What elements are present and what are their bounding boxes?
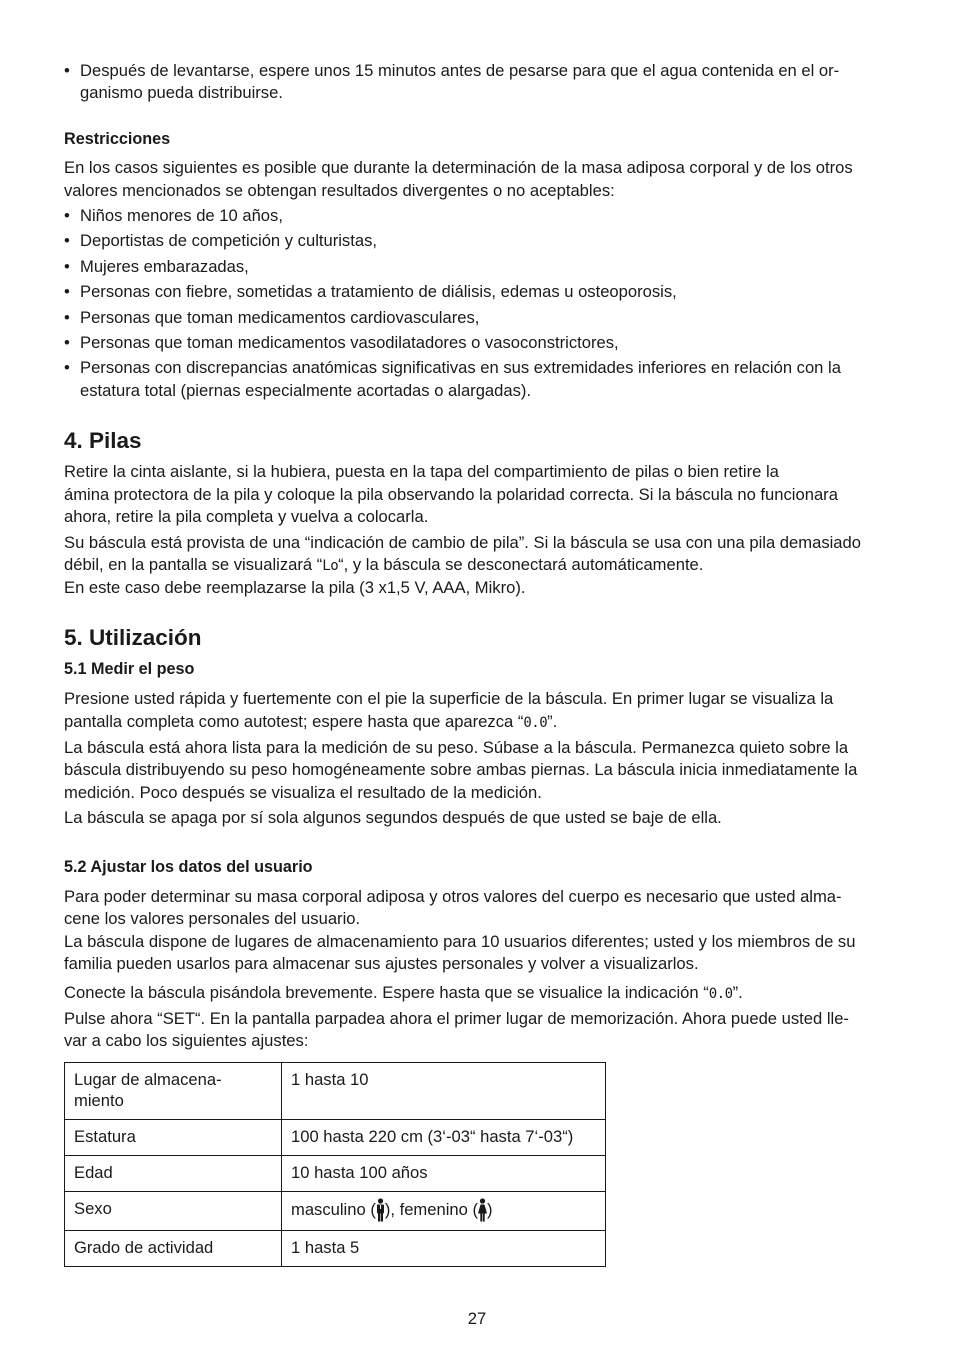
table-row	[65, 1155, 606, 1191]
pilas-paragraph-1	[64, 461, 888, 528]
s52-paragraph-3	[64, 982, 888, 1005]
table-cell-value: 100 hasta 220 cm (3‘-03“ hasta 7‘-03“)	[282, 1119, 606, 1155]
table-cell-label: Sexo	[65, 1191, 282, 1230]
list-item: • Personas que toman medicamentos vasodilatadores o vasoconstrictores,	[64, 332, 888, 354]
s51-p1-text-b: ”.	[547, 711, 558, 731]
pilas-p2-line3: En este caso debe reemplazarse la pila (3 x1,5 V, AAA, Mikro).	[64, 578, 526, 598]
settings-table	[64, 1062, 606, 1267]
table-cell-value: 10 hasta 100 años	[282, 1155, 606, 1191]
s51-paragraph-2: La báscula está ahora lista para la medición de su peso. Súbase a la báscula. Permanezca quieto sobre la báscula distribuyendo su peso homogéneamente sobre ambas piernas. La báscula inicia inmediatamente la medición. Poco después se visualiza el resultado de la medición.	[64, 737, 858, 802]
cell-text: )	[487, 1199, 493, 1219]
section-heading-utilizacion: 5. Utilización	[64, 624, 202, 650]
restricciones-heading: Restricciones	[64, 129, 171, 148]
subsection-heading-5-2: 5.2 Ajustar los datos del usuario	[64, 857, 313, 876]
list-item: • Niños menores de 10 años,	[64, 205, 888, 227]
cell-text: masculino (	[291, 1199, 376, 1219]
restricciones-list	[64, 205, 888, 402]
list-item	[64, 60, 888, 105]
s52-p1-line2: cene los valores personales del usuario.	[64, 909, 361, 929]
restricciones-text: En los casos siguientes es posible que durante la determinación de la masa adiposa corporal y de los otros valores mencionados se obtengan resultados divergentes o no aceptables:	[64, 158, 853, 200]
pilas-p2-text-a: Su báscula está provista de una “indicación de cambio de pila”. Si la báscula se usa con una pila demasiado débil, en la pantalla se visualizará “	[64, 532, 861, 574]
table-cell-value: 1 hasta 5	[282, 1230, 606, 1266]
male-person-icon	[376, 1198, 385, 1222]
subsection-heading-5-1: 5.1 Medir el peso	[64, 659, 195, 678]
document-page	[64, 60, 888, 1267]
list-item: • Deportistas de competición y culturistas,	[64, 230, 888, 252]
low-battery-display: Lo	[322, 557, 339, 574]
female-person-icon	[478, 1198, 487, 1222]
table-row	[65, 1062, 606, 1119]
table-row	[65, 1230, 606, 1266]
list-item: • Personas con fiebre, sometidas a tratamiento de diálisis, edemas u osteoporosis,	[64, 281, 888, 303]
cell-text: Lugar de almacena-	[74, 1069, 222, 1089]
table-cell-label	[65, 1062, 282, 1119]
s52-paragraph-2: La báscula dispone de lugares de almacenamiento para 10 usuarios diferentes; usted y los miembros de su familia pueden usarlos para almacenar sus ajustes personales y volver a visualizarlos.	[64, 931, 856, 974]
pilas-p2-text-b: “, y la báscula se desconectará automáticamente.	[338, 554, 704, 574]
s51-paragraph-3: La báscula se apaga por sí sola algunos segundos después de que usted se baje de ella.	[64, 808, 722, 828]
list-item: • Mujeres embarazadas,	[64, 256, 888, 278]
cell-text: miento	[74, 1090, 124, 1110]
intro-bullet-line1: Después de levantarse, espere unos 15 minutos antes de pesarse para que el agua contenida en el or-	[80, 61, 840, 80]
table-row	[65, 1191, 606, 1230]
s52-paragraph-1	[64, 886, 888, 931]
s52-p3-text-a: Conecte la báscula pisándola brevemente. Espere hasta que se visualice la indicación “	[64, 982, 709, 1002]
table-cell-value	[282, 1191, 606, 1230]
table-cell-label: Edad	[65, 1155, 282, 1191]
intro-bullet-line2: ganismo pueda distribuirse.	[80, 83, 283, 103]
table-cell-label: Grado de actividad	[65, 1230, 282, 1266]
intro-bullet-list	[64, 60, 888, 105]
table-row	[65, 1119, 606, 1155]
s52-p1-line1: Para poder determinar su masa corporal adiposa y otros valores del cuerpo es necesario que usted alma-	[64, 886, 842, 906]
zero-display: 0.0	[523, 714, 548, 731]
s52-p3-text-b: ”.	[732, 982, 743, 1002]
cell-text: ), femenino (	[384, 1199, 478, 1219]
table-cell-label: Estatura	[65, 1119, 282, 1155]
s52-paragraph-4	[64, 1008, 888, 1053]
s51-paragraph-1	[64, 688, 888, 734]
table-cell-value: 1 hasta 10	[282, 1062, 606, 1119]
pilas-p1-line2: ámina protectora de la pila y coloque la pila observando la polaridad correcta. Si la báscula no funcionara ahora, retire la pila completa y vuelva a colocarla.	[64, 484, 838, 527]
zero-display: 0.0	[708, 985, 733, 1002]
list-item: • Personas con discrepancias anatómicas significativas en sus extremidades inferiores en relación con la estatura total (piernas especialmente acortadas o alargadas).	[64, 357, 888, 402]
s52-p4-line1: Pulse ahora “SET“. En la pantalla parpadea ahora el primer lugar de memorización. Ahora puede usted lle-	[64, 1009, 849, 1028]
page-number: 27	[467, 1309, 487, 1328]
s51-p1-text-a: Presione usted rápida y fuertemente con el pie la superficie de la báscula. En primer lugar se visualiza la pantalla completa como autotest; espere hasta que aparezca “	[64, 689, 834, 731]
pilas-p1-line1: Retire la cinta aislante, si la hubiera, puesta en la tapa del compartimiento de pilas o bien retire la	[64, 462, 779, 482]
section-heading-pilas: 4. Pilas	[64, 428, 142, 454]
pilas-paragraph-2	[64, 532, 888, 600]
list-item: • Personas que toman medicamentos cardiovasculares,	[64, 307, 888, 329]
s52-p4-line2: var a cabo los siguientes ajustes:	[64, 1031, 309, 1051]
